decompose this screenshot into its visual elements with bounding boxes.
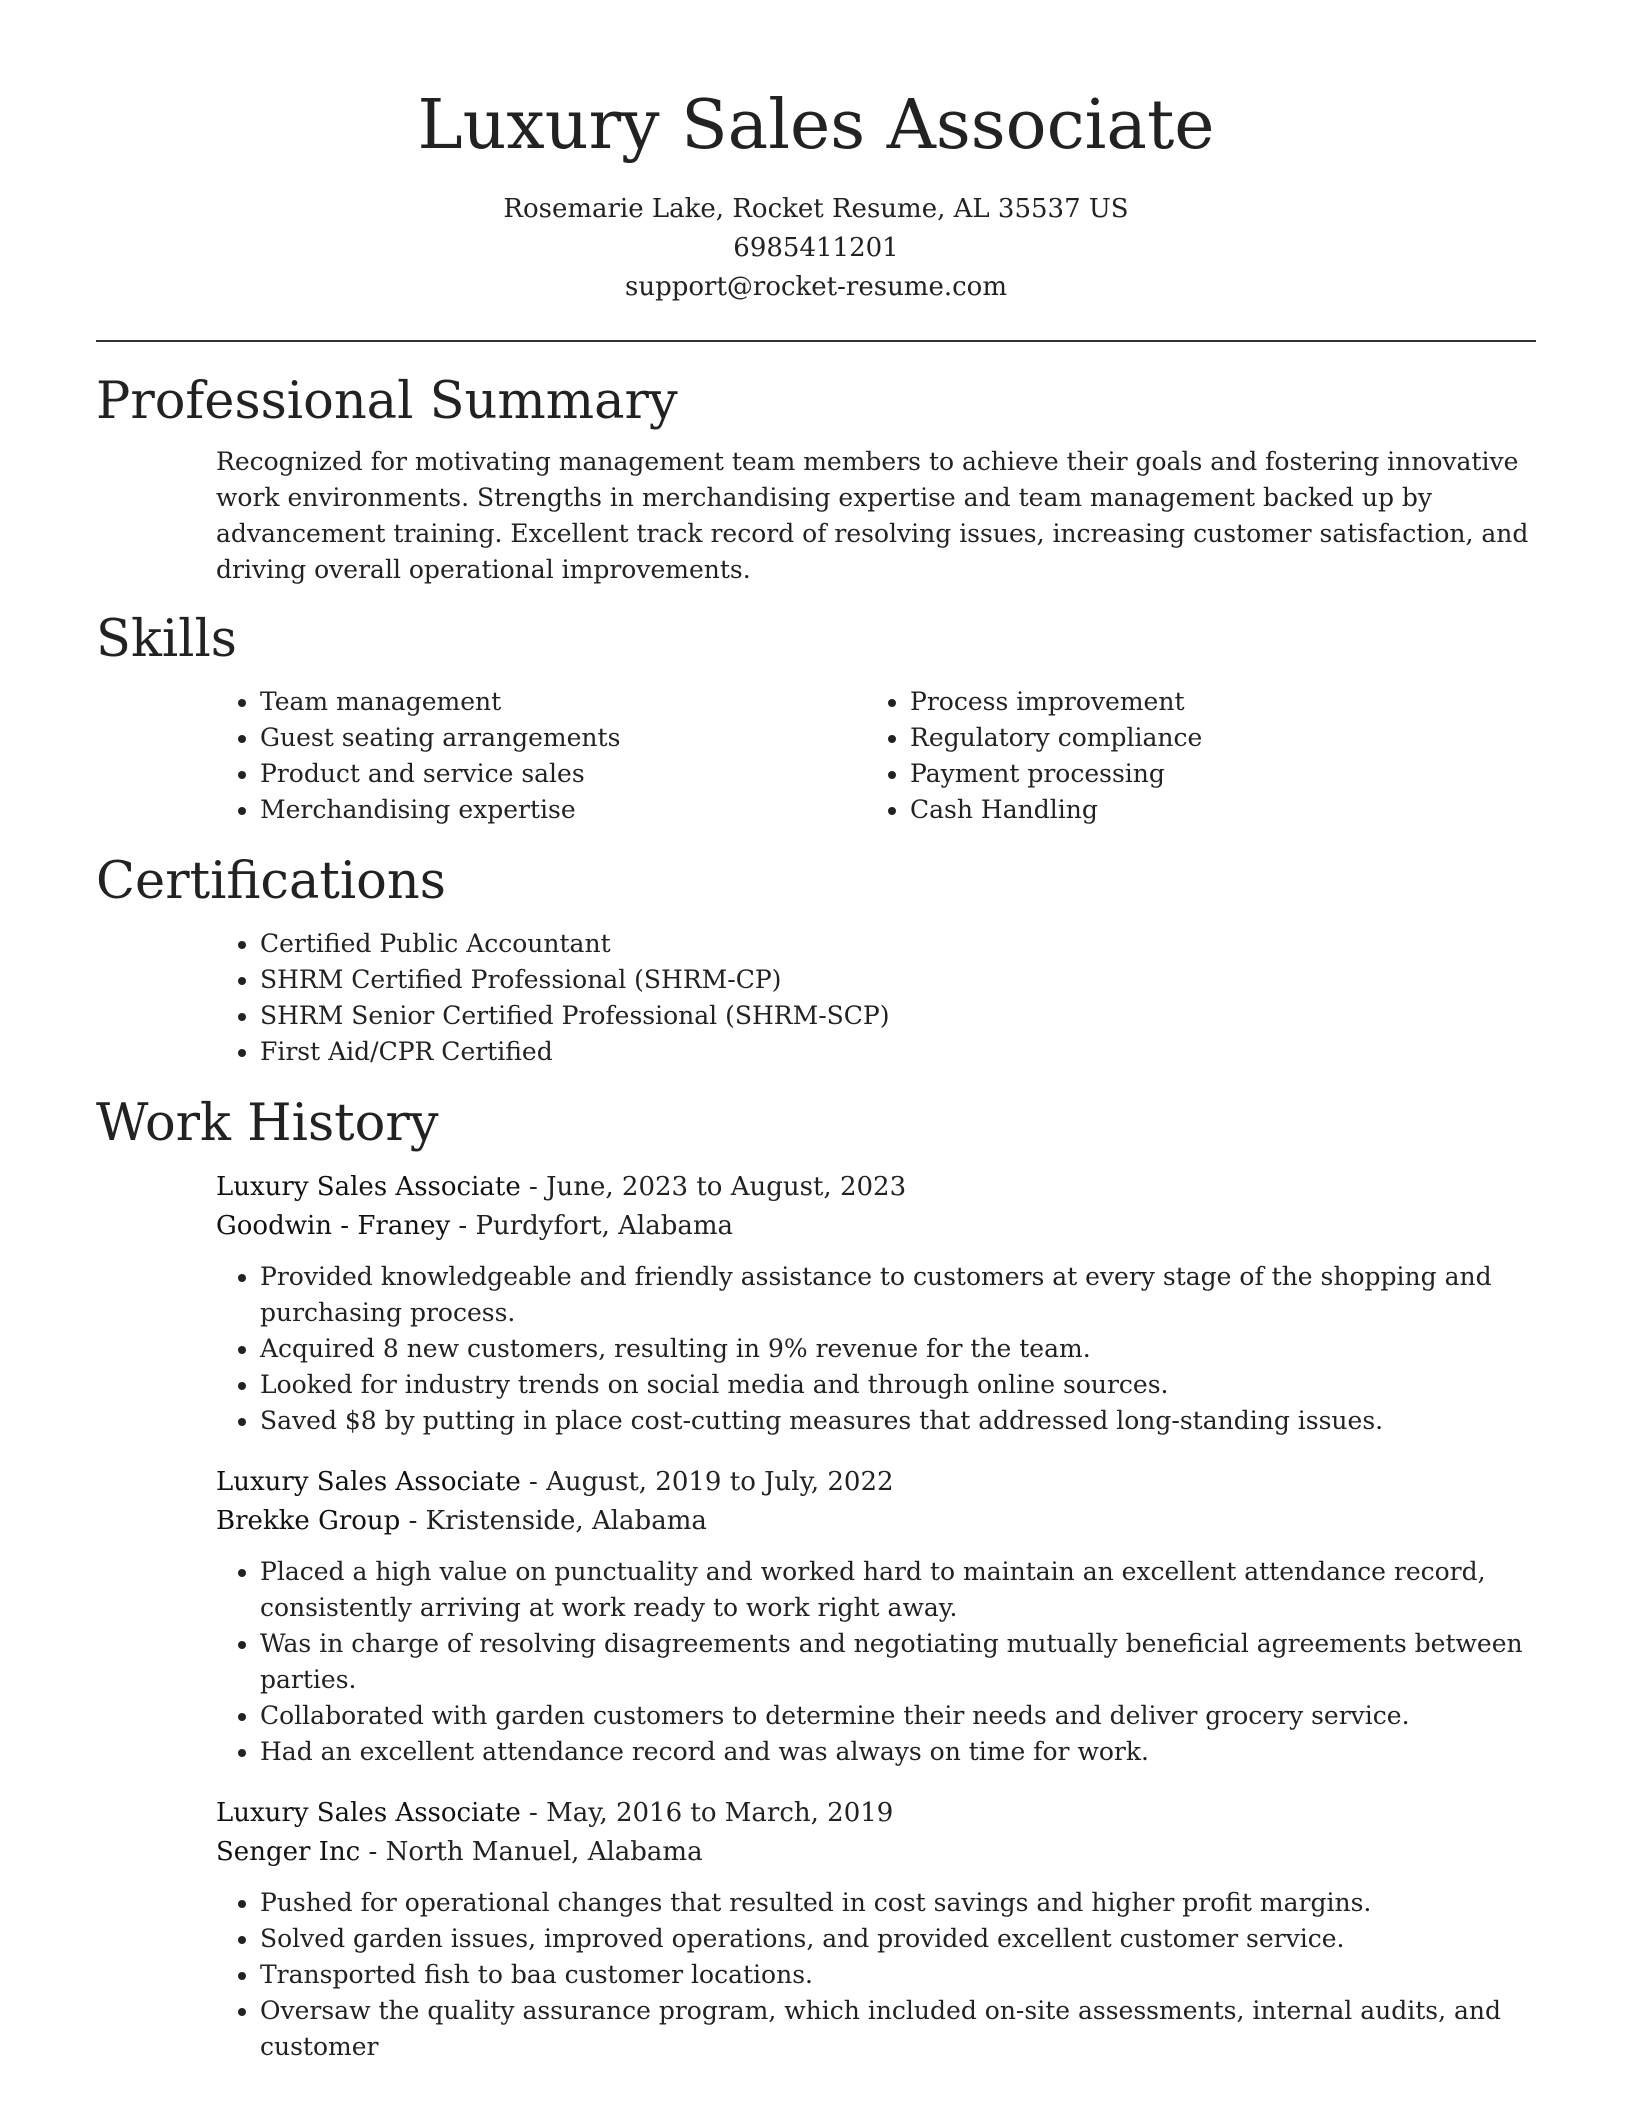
- job-entry: [216, 1168, 1536, 1439]
- job-bullet: • Saved $8 by putting in place cost-cutting measures that addressed long-standing issues.: [260, 1403, 1536, 1439]
- certifications-section: [96, 852, 1536, 1070]
- job-company-line: [216, 1502, 1536, 1540]
- job-title: Luxury Sales Associate: [216, 1467, 521, 1497]
- job-dates: - June, 2023 to August, 2023: [520, 1172, 907, 1202]
- job-title-line: [216, 1168, 1536, 1207]
- resume-page: [96, 0, 1536, 2065]
- job-bullet: • Provided knowledgeable and friendly assistance to customers at every stage of the shopping and purchasing process.: [260, 1259, 1536, 1331]
- certification-item: • First Aid/CPR Certified: [260, 1034, 1536, 1070]
- certifications-list: [216, 926, 1536, 1070]
- job-bullets: [216, 1885, 1536, 2065]
- skill-item: • Cash Handling: [910, 792, 1516, 828]
- job-bullets: [216, 1554, 1536, 1770]
- skill-item: • Regulatory compliance: [910, 720, 1516, 756]
- job-bullet: • Solved garden issues, improved operations, and provided excellent customer service.: [260, 1921, 1536, 1957]
- summary-section: [96, 372, 1536, 588]
- contact-address: Rosemarie Lake, Rocket Resume, AL 35537 US: [503, 194, 1129, 224]
- job-company: Senger Inc: [216, 1837, 361, 1867]
- work-history-heading: Work History: [96, 1094, 439, 1153]
- certification-item: • SHRM Certified Professional (SHRM-CP): [260, 962, 1536, 998]
- skill-item: • Merchandising expertise: [260, 792, 866, 828]
- job-bullet: • Placed a high value on punctuality and worked hard to maintain an excellent attendance record, consistently arriving at work ready to work right away.: [260, 1554, 1536, 1626]
- skill-item: • Payment processing: [910, 756, 1516, 792]
- job-entry: [216, 1463, 1536, 1770]
- skill-item: • Process improvement: [910, 684, 1516, 720]
- certification-item: • Certified Public Accountant: [260, 926, 1536, 962]
- job-bullets: [216, 1259, 1536, 1439]
- job-title-line: [216, 1463, 1536, 1502]
- job-company: Brekke Group: [216, 1506, 401, 1536]
- job-location: - North Manuel, Alabama: [360, 1837, 703, 1867]
- job-title: Luxury Sales Associate: [216, 1798, 521, 1828]
- job-bullet: • Looked for industry trends on social media and through online sources.: [260, 1367, 1536, 1403]
- skills-heading: Skills: [96, 610, 237, 669]
- job-title: Luxury Sales Associate: [216, 1172, 521, 1202]
- job-location: - Purdyfort, Alabama: [450, 1211, 734, 1241]
- summary-text: Recognized for motivating management team members to achieve their goals and fostering innovative work environments. Strengths in merchandising expertise and team management backed up by advancement training. Excellent track record of resolving issues, increasing customer satisfaction, and driving overall operational improvements.: [216, 447, 1529, 584]
- job-company-line: [216, 1207, 1536, 1245]
- resume-header: [96, 0, 1536, 307]
- resume-title: Luxury Sales Associate: [417, 86, 1215, 165]
- contact-email: support@rocket-resume.com: [624, 272, 1007, 302]
- contact-info: [96, 190, 1536, 307]
- job-bullet: • Pushed for operational changes that resulted in cost savings and higher profit margins.: [260, 1885, 1536, 1921]
- skill-item: • Team management: [260, 684, 866, 720]
- job-bullet: • Collaborated with garden customers to determine their needs and deliver grocery service.: [260, 1698, 1536, 1734]
- job-bullet: • Acquired 8 new customers, resulting in 9% revenue for the team.: [260, 1331, 1536, 1367]
- job-dates: - May, 2016 to March, 2019: [520, 1798, 894, 1828]
- job-dates: - August, 2019 to July, 2022: [520, 1467, 894, 1497]
- job-location: - Kristenside, Alabama: [400, 1506, 707, 1536]
- job-bullet: • Transported fish to baa customer locations.: [260, 1957, 1536, 1993]
- skill-item: • Guest seating arrangements: [260, 720, 866, 756]
- skills-grid: [216, 684, 1536, 828]
- work-history-section: [96, 1094, 1536, 2065]
- certifications-heading: Certifications: [96, 852, 446, 911]
- job-company-line: [216, 1833, 1536, 1871]
- skills-column-left: [216, 684, 866, 828]
- skills-column-right: [866, 684, 1516, 828]
- summary-heading: Professional Summary: [96, 372, 678, 431]
- job-bullet: • Oversaw the quality assurance program, which included on-site assessments, internal audits, and customer: [260, 1993, 1536, 2065]
- skill-item: • Product and service sales: [260, 756, 866, 792]
- job-title-line: [216, 1794, 1536, 1833]
- job-entry: [216, 1794, 1536, 2065]
- job-bullet: • Was in charge of resolving disagreements and negotiating mutually beneficial agreements between parties.: [260, 1626, 1536, 1698]
- job-bullet: • Had an excellent attendance record and was always on time for work.: [260, 1734, 1536, 1770]
- certification-item: • SHRM Senior Certified Professional (SHRM-SCP): [260, 998, 1536, 1034]
- job-company: Goodwin - Franey: [216, 1211, 451, 1241]
- contact-phone: 6985411201: [733, 233, 899, 263]
- skills-section: [96, 610, 1536, 828]
- header-divider: [96, 340, 1536, 342]
